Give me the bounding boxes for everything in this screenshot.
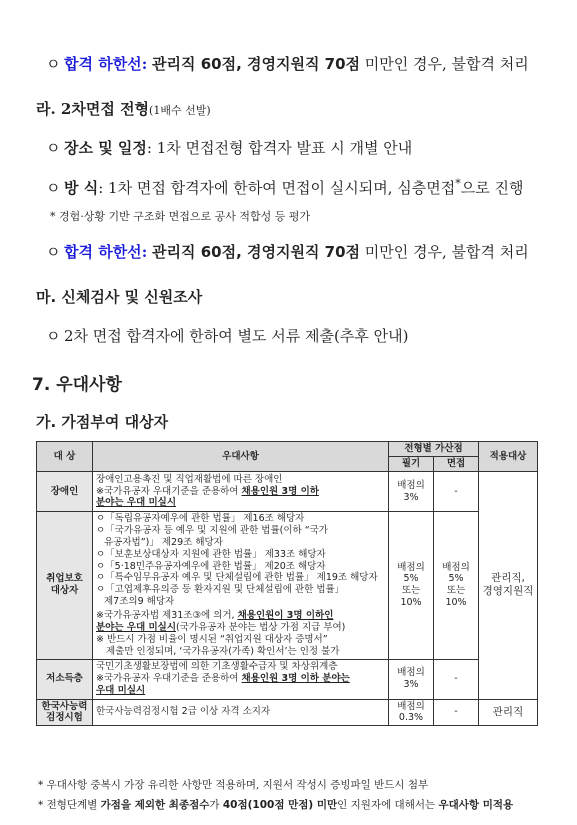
subsection-heading: 가. 가점부여 대상자 [36,413,169,431]
circle-marker: ㅇ [46,55,61,73]
table-row: 저소득층 국민기초생활보장법에 의한 기초생활수급자 및 차상위계층 ※국가유공자 우대기준을 준용하여 채용인원 3명 이하 분야는 우대 미실시 배점의 3% - [37,659,538,699]
bullet-method: ㅇ 방 식: 1차 면접 합격자에 한하여 면접이 실시되며, 심층면접*으로 진행 [46,177,524,197]
section-heading-ra: 라. 2차면접 전형(1배수 선발) [36,100,211,118]
table-row: 한국사능력 검정시험 한국사능력검정시험 2급 이상 자격 소지자 배점의 0.3% - 관리직 [37,699,538,726]
th-bonus: 전형별 가산점 [389,442,479,457]
th-written: 필기 [389,457,434,472]
table-row: 장애인 장애인고용촉진 및 직업재활법에 따른 장애인 ※국가유공자 우대기준을 준용하여 채용인원 3명 이하 분야는 우대 미실시 배점의 3% - 관리직, 경영지원직 [37,472,538,512]
section-heading-7: 7. 우대사항 [32,375,122,395]
footnote-2: * 전형단계별 가점을 제외한 최종점수가 40점(100점 만점) 미만인 지원자에 대해서는 우대사항 미적용 [38,799,514,811]
table-row: 취업보호 대상자 ㅇ「독립유공자예우에 관한 법률」 제16조 해당자 ㅇ「국가유공자 등 예우 및 지원에 관한 법률(이하 “국가 유공자법”)」 제29조 해당자 ㅇ「보훈보상대상자 지원에 관한 법률」 제33조 해당자 ㅇ「5·18민주유공자예우에 관한 법률」 제20조 해당자 ㅇ「특수임무유공자 예우 및 단체설립에 관한 법률」 제19조 해당자 ㅇ「고엽제후유의증 등 환자지원 및 단체설립에 관한 법률」 제7조의9 해당자 ※국가유공자법 제31조③에 의거, 채용인원이 3명 이하인 분야는 우대 미실시(국가유공자 분야는 법상 가점 지급 부여) ※ 반드시 가점 비율이 명시된 “취업지원 대상자 증명서” 제출만 인정되며, ‘국가유공자(가족) 확인서’는 인정 불가 배점의 5% 또는 10% 배점의 5% 또는 10% [37,512,538,660]
pass-threshold-label: 합격 하한선 [64,55,142,73]
th-apply: 적용대상 [479,442,538,472]
preference-table [36,441,538,726]
method-note: * 경험·상황 기반 구조화 면접으로 공사 적합성 등 평가 [50,210,311,223]
bullet-place-schedule: ㅇ 장소 및 일정: 1차 면접전형 합격자 발표 시 개별 안내 [46,139,413,157]
section-heading-ma: 마. 신체검사 및 신원조사 [36,288,203,306]
bullet-pass-threshold-2: ㅇ 합격 하한선: 관리직 60점, 경영지원직 70점 미만인 경우, 불합격 처리 [46,243,529,261]
footnote-1: * 우대사항 중복시 가장 유리한 사항만 적용하며, 지원서 작성시 증빙파일 반드시 첨부 [38,779,429,791]
th-target: 대 상 [37,442,93,472]
bullet-pass-threshold-1: ㅇ 합격 하한선: 관리직 60점, 경영지원직 70점 미만인 경우, 불합격 처리 [46,55,529,73]
th-preference: 우대사항 [93,442,389,472]
score-cutoff: 관리직 60점, 경영지원직 70점 [152,55,361,73]
th-interview: 면접 [434,457,479,472]
bullet-submit-docs: ㅇ 2차 면접 합격자에 한하여 별도 서류 제출(추후 안내) [46,327,409,345]
